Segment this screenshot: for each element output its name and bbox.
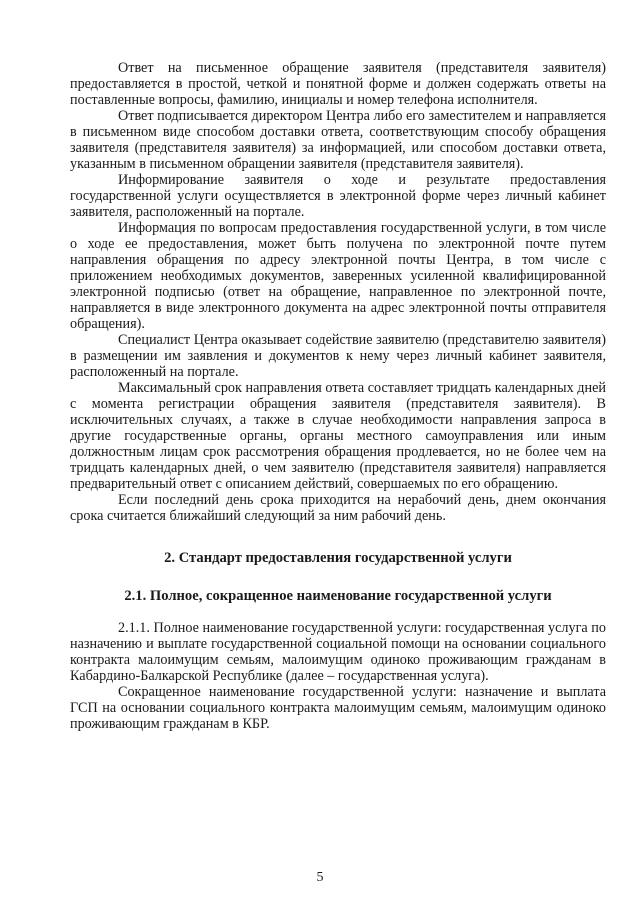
paragraph-specialist-assist: Специалист Центра оказывает содействие заявителю (представителю заявителя) в размещении им заявления и документов к нему через личный кабинет заявителя, расположенный на портале. xyxy=(70,332,606,380)
document-body xyxy=(70,60,606,732)
page-number: 5 xyxy=(316,870,324,885)
paragraph-max-term: Максимальный срок направления ответа составляет тридцать календарных дней с момента регистрации обращения заявителя (представителя заявителя). В исключительных случаях, а также в случае необходимости направления запроса в другие государственные органы, органы местного самоуправления или иным должностным лицам срок рассмотрения обращения продлевается, но не более чем на тридцать календарных дней, о чем заявителю (представителя заявителя) направляется предварительный ответ с описанием действий, совершаемых по его обращению. xyxy=(70,380,606,492)
section-heading: 2. Стандарт предоставления государственной услуги xyxy=(164,550,512,566)
paragraph-answer-signature: Ответ подписывается директором Центра либо его заместителем и направляется в письменном виде способом доставки ответа, соответствующим способу обращения заявителя (представителя заявителя) за информацией, или способом доставки ответа, указанным в письменном обращении заявителя (представителя заявителя). xyxy=(70,108,606,172)
paragraph-email-info: Информация по вопросам предоставления государственной услуги, в том числе о ходе ее предоставления, может быть получена по электронной почте путем направления обращения по адресу электронной почты Центра, в том числе с приложением необходимых документов, заверенных усиленной квалифицированной электронной подписью (ответ на обращение, направленное по электронной почте, направляется в виде электронного документа на адрес электронной почты отправителя обращения). xyxy=(70,220,606,332)
paragraph-short-name: Сокращенное наименование государственной услуги: назначение и выплата ГСП на основании социального контракта малоимущим семьям, малоимущим одиноко проживающим гражданам в КБР. xyxy=(70,684,606,732)
paragraph-answer-form: Ответ на письменное обращение заявителя (представителя заявителя) предоставляется в простой, четкой и понятной форме и должен содержать ответы на поставленные вопросы, фамилию, инициалы и номер телефона исполнителя. xyxy=(70,60,606,108)
paragraph-full-name: 2.1.1. Полное наименование государственной услуги: государственная услуга по назначению и выплате государственной социальной помощи на основании социального контракта малоимущим семьям, малоимущим одиноко проживающим гражданам в Кабардино-Балкарской Республике (далее – государственная услуга). xyxy=(70,620,606,684)
subsection-heading: 2.1. Полное, сокращенное наименование государственной услуги xyxy=(124,588,552,604)
paragraph-nonworking-day: Если последний день срока приходится на нерабочий день, днем окончания срока считается ближайший следующий за ним рабочий день. xyxy=(70,492,606,524)
paragraph-informing: Информирование заявителя о ходе и результате предоставления государственной услуги осуществляется в электронной форме через личный кабинет заявителя, расположенный на портале. xyxy=(70,172,606,220)
